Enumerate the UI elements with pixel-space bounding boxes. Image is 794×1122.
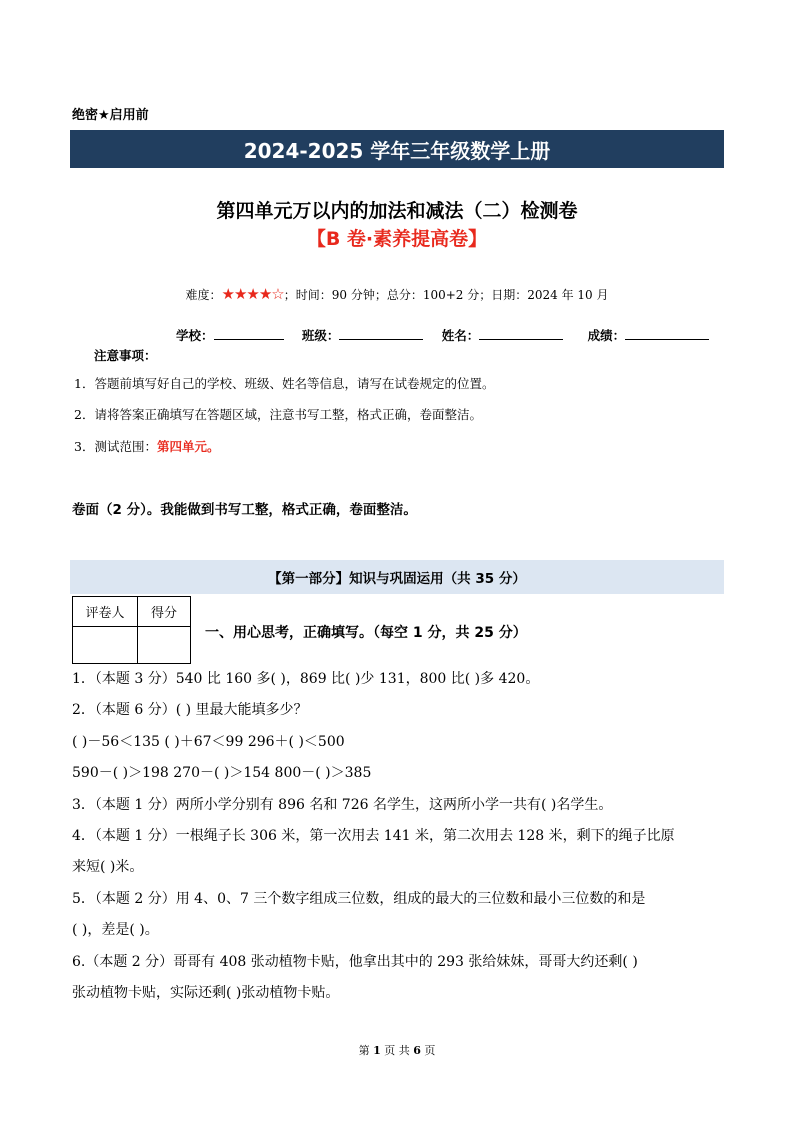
question-4-line-2: 来短( )米。 bbox=[72, 859, 144, 875]
footer-prefix: 第 bbox=[358, 1044, 370, 1057]
class-field[interactable] bbox=[302, 326, 424, 344]
section-one-heading: 一、用心思考，正确填写。（每空 1 分，共 25 分） bbox=[205, 625, 527, 641]
confidential-label: 绝密★启用前 bbox=[72, 108, 149, 123]
test-range: 第四单元。 bbox=[156, 439, 220, 454]
score-table bbox=[72, 596, 191, 664]
notice-item-3-label: 3．测试范围： bbox=[74, 439, 157, 454]
page-footer bbox=[0, 1042, 794, 1058]
question-6-line-1: 6.（本题 2 分）哥哥有 408 张动植物卡贴，他拿出其中的 293 张给妹妹，哥哥大约还剩( ) bbox=[72, 954, 638, 970]
class-blank[interactable] bbox=[339, 327, 423, 340]
star-filled-icon: ★★★★ bbox=[221, 285, 272, 303]
class-label: 班级： bbox=[301, 328, 340, 343]
school-field[interactable] bbox=[176, 326, 284, 344]
footer-suffix: 页 bbox=[424, 1044, 436, 1057]
name-field[interactable] bbox=[442, 326, 564, 344]
question-1: 1．（本题 3 分）540 比 160 多( )，869 比( )少 131，800 比( )多 420。 bbox=[72, 671, 540, 687]
neatness-note: 卷面（2 分）。我能做到书写工整，格式正确，卷面整洁。 bbox=[72, 502, 417, 518]
grader-header: 评卷人 bbox=[73, 597, 138, 627]
grade-banner: 2024-2025 学年三年级数学上册 bbox=[70, 130, 724, 168]
student-info-row bbox=[176, 326, 723, 344]
question-5-line-1: 5．（本题 2 分）用 4、0、7 三个数字组成三位数，组成的最大的三位数和最小三位数的和是 bbox=[72, 891, 646, 907]
footer-middle: 页 共 bbox=[384, 1044, 410, 1057]
notice-item-1: 1．答题前填写好自己的学校、班级、姓名等信息，请写在试卷规定的位置。 bbox=[74, 376, 495, 391]
notice-heading: 注意事项： bbox=[94, 348, 157, 363]
exam-meta bbox=[0, 285, 794, 303]
question-2-row-1: ( )－56＜135 ( )＋67＜99 296＋( )＜500 bbox=[72, 734, 345, 750]
notice-item-3 bbox=[74, 437, 219, 455]
notice-item-2: 2．请将答案正确填写在答题区域，注意书写工整，格式正确，卷面整洁。 bbox=[74, 407, 482, 422]
name-blank[interactable] bbox=[479, 327, 563, 340]
name-label: 姓名： bbox=[441, 328, 480, 343]
part-one-header: 【第一部分】知识与巩固运用（共 35 分） bbox=[70, 560, 724, 594]
page-total: 6 bbox=[413, 1044, 421, 1057]
difficulty-label: 难度： bbox=[185, 288, 222, 302]
exam-meta-details: ；时间：90 分钟；总分：100+2 分；日期：2024 年 10 月 bbox=[283, 288, 609, 302]
star-empty-icon: ☆ bbox=[271, 285, 284, 303]
school-label: 学校： bbox=[176, 328, 214, 343]
grader-cell[interactable] bbox=[73, 627, 138, 664]
score-cell[interactable] bbox=[138, 627, 191, 664]
question-2-row-2: 590－( )＞198 270－( )＞154 800－( )＞385 bbox=[72, 765, 372, 781]
exam-subtitle: 【B 卷·素养提高卷】 bbox=[306, 228, 488, 250]
school-blank[interactable] bbox=[214, 327, 284, 340]
difficulty-stars bbox=[222, 285, 284, 303]
score-blank[interactable] bbox=[625, 327, 709, 340]
question-5-line-2: ( )，差是( )。 bbox=[72, 922, 159, 938]
score-label: 成绩： bbox=[587, 328, 626, 343]
question-6-line-2: 张动植物卡贴，实际还剩( )张动植物卡贴。 bbox=[72, 985, 340, 1001]
exam-title: 第四单元万以内的加法和减法（二）检测卷 bbox=[216, 200, 578, 222]
score-header: 得分 bbox=[138, 597, 191, 627]
question-3: 3．（本题 1 分）两所小学分别有 896 名和 726 名学生，这两所小学一共有( )名学生。 bbox=[72, 797, 613, 813]
question-4-line-1: 4．（本题 1 分）一根绳子长 306 米，第一次用去 141 米，第二次用去 128 米，剩下的绳子比原 bbox=[72, 828, 675, 844]
page-number: 1 bbox=[373, 1044, 381, 1057]
score-field[interactable] bbox=[588, 326, 710, 344]
question-2: 2．（本题 6 分）( ) 里最大能填多少？ bbox=[72, 702, 308, 718]
